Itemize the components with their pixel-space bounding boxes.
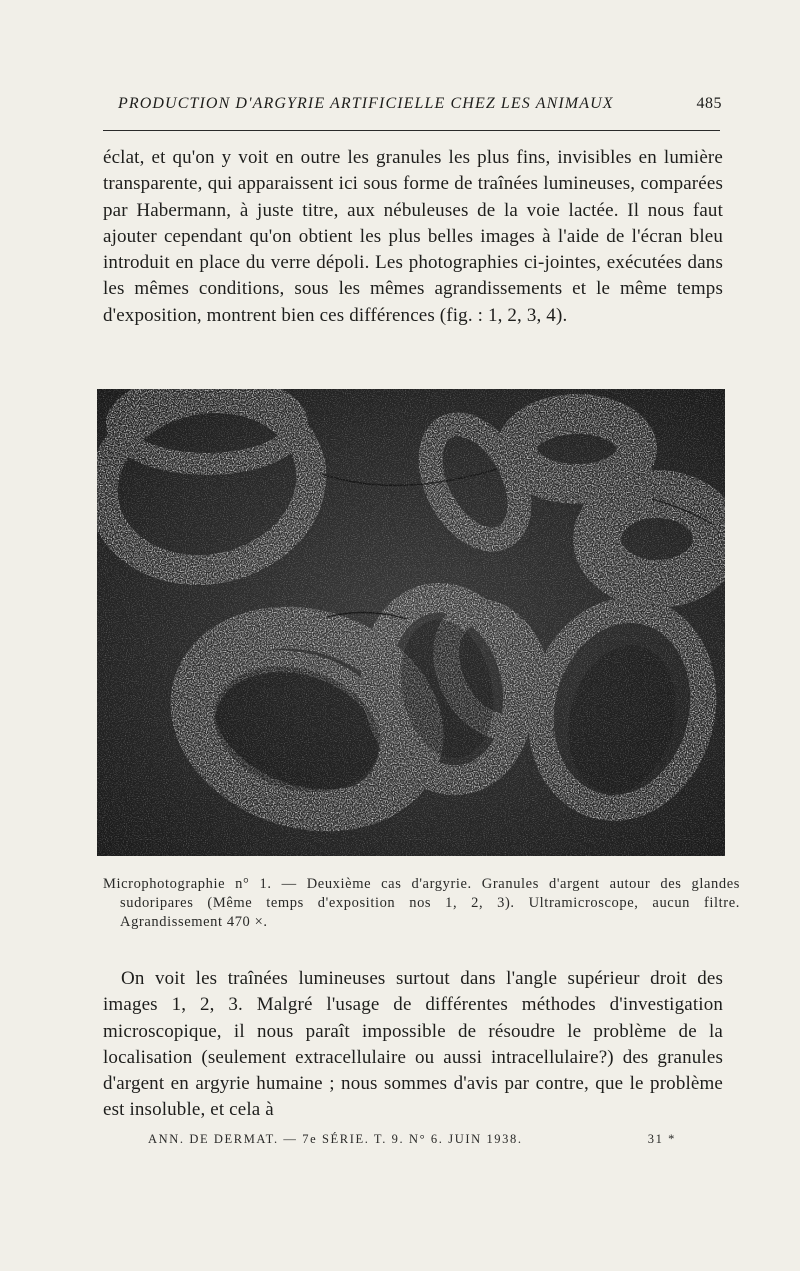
microphotograph [97, 389, 725, 856]
paragraph-bottom: On voit les traînées lumineuses surtout dans l'angle supérieur droit des images 1, 2, 3. Malgré l'usage de différentes méthodes d'investigation microscopique, il nous paraît impossible de résoudre le problème de la localisation (seulement extracellulaire ou aussi intracellulaire?) des granules d'argent en argyrie humaine ; nous sommes d'avis par contre, que le problème est insoluble, et cela à [103, 968, 723, 1121]
paragraph-top: éclat, et qu'on y voit en outre les granules les plus fins, invisibles en lumière transparente, qui apparaissent ici sous forme de traînées lumineuses, comparées par Habermann, à juste titre, aux nébuleuses de la voie lactée. Il nous faut ajouter cependant qu'on obtient les plus belles images à l'aide de l'écran bleu introduit en place du verre dépoli. Les photographies ci-jointes, exécutées dans les mêmes conditions, sous les mêmes agrandissements et le même temps d'exposition, montrent bien ces différences (fig. : 1, 2, 3, 4). [103, 147, 723, 326]
header-rule [103, 130, 720, 131]
signature-mark: 31 * [647, 1132, 676, 1146]
microphotograph-image [97, 389, 725, 856]
journal-citation: ANN. DE DERMAT. — 7e SÉRIE. T. 9. N° 6. JUIN 1938. [148, 1132, 523, 1146]
page-number: 485 [696, 95, 722, 112]
running-title: PRODUCTION D'ARGYRIE ARTIFICIELLE CHEZ LES ANIMAUX [118, 95, 614, 112]
journal-footer [148, 1132, 676, 1147]
running-header [118, 95, 722, 113]
figure-caption: Microphotographie n° 1. — Deuxième cas d'argyrie. Granules d'argent autour des glandes sudoripares (Même temps d'exposition nos 1, 2, 3). Ultramicroscope, aucun filtre. Agrandissement 470 ×. [103, 876, 740, 930]
